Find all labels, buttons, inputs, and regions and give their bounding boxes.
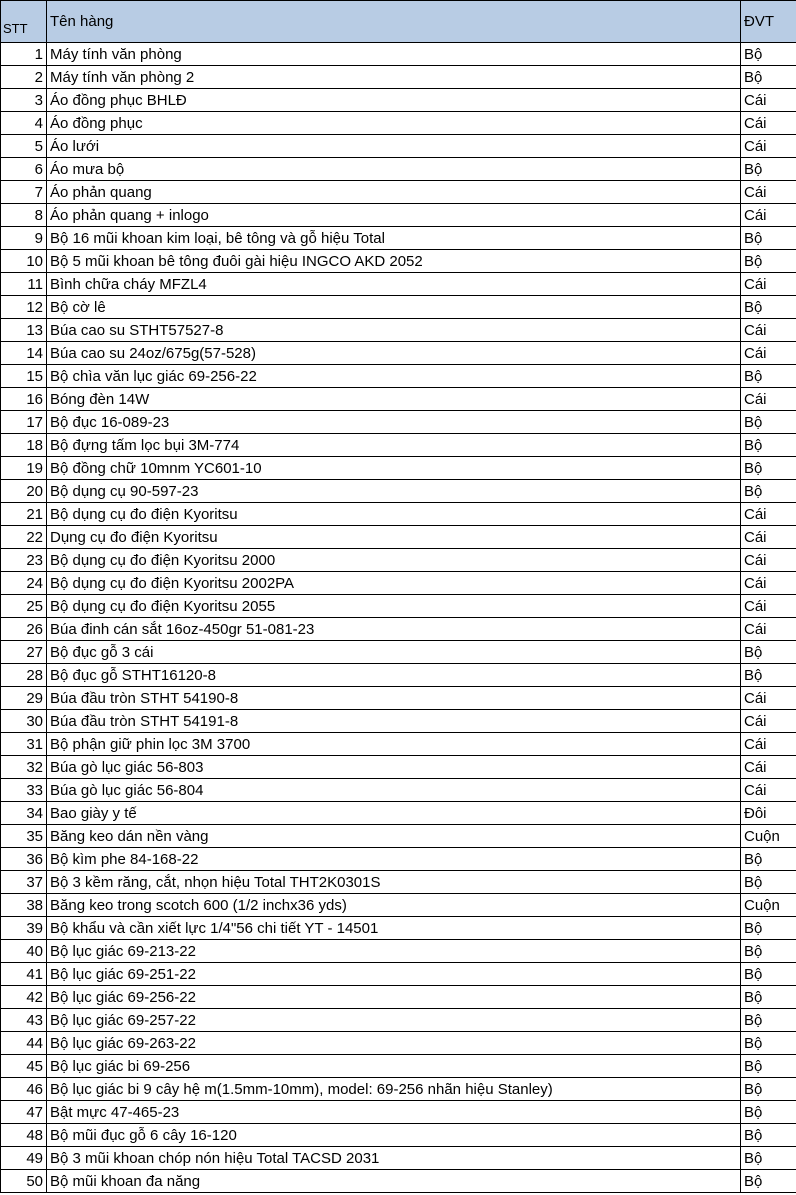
row-stt: 14: [1, 342, 47, 365]
table-row: [1, 595, 796, 618]
row-name: Búa gò lục giác 56-804: [47, 779, 741, 802]
row-stt: 40: [1, 940, 47, 963]
row-name: Bộ 3 mũi khoan chóp nón hiệu Total TACSD 2031: [47, 1147, 741, 1170]
table-row: [1, 1170, 796, 1193]
table-row: [1, 1078, 796, 1101]
row-unit: Cái: [741, 342, 796, 365]
row-name: Bộ phận giữ phin lọc 3M 3700: [47, 733, 741, 756]
row-name: Bộ lục giác 69-251-22: [47, 963, 741, 986]
row-name: Bóng đèn 14W: [47, 388, 741, 411]
row-name: Băng keo dán nền vàng: [47, 825, 741, 848]
table-row: [1, 204, 796, 227]
table-row: [1, 227, 796, 250]
row-name: Bộ đồng chữ 10mnm YC601-10: [47, 457, 741, 480]
row-unit: Bộ: [741, 365, 796, 388]
row-name: Bộ kìm phe 84-168-22: [47, 848, 741, 871]
row-stt: 39: [1, 917, 47, 940]
row-stt: 34: [1, 802, 47, 825]
row-name: Áo phản quang: [47, 181, 741, 204]
table-row: [1, 273, 796, 296]
row-stt: 31: [1, 733, 47, 756]
table-row: [1, 1124, 796, 1147]
row-unit: Cái: [741, 273, 796, 296]
row-name: Bộ chìa văn lục giác 69-256-22: [47, 365, 741, 388]
row-name: Bộ lục giác bi 69-256: [47, 1055, 741, 1078]
row-unit: Cái: [741, 319, 796, 342]
row-stt: 18: [1, 434, 47, 457]
row-stt: 32: [1, 756, 47, 779]
row-unit: Cái: [741, 618, 796, 641]
table-row: [1, 687, 796, 710]
table-row: [1, 342, 796, 365]
table-row: [1, 112, 796, 135]
row-unit: Cái: [741, 135, 796, 158]
row-unit: Cái: [741, 687, 796, 710]
row-name: Búa cao su 24oz/675g(57-528): [47, 342, 741, 365]
table-row: [1, 457, 796, 480]
table-row: [1, 618, 796, 641]
row-stt: 27: [1, 641, 47, 664]
row-unit: Cái: [741, 733, 796, 756]
row-unit: Bộ: [741, 986, 796, 1009]
table-row: [1, 480, 796, 503]
row-stt: 48: [1, 1124, 47, 1147]
row-unit: Bộ: [741, 848, 796, 871]
row-name: Bộ 5 mũi khoan bê tông đuôi gài hiệu INGCO AKD 2052: [47, 250, 741, 273]
row-unit: Cái: [741, 503, 796, 526]
table-row: [1, 250, 796, 273]
table-body: [1, 43, 796, 1193]
row-name: Bộ lục giác 69-256-22: [47, 986, 741, 1009]
table-row: [1, 641, 796, 664]
row-unit: Bộ: [741, 43, 796, 66]
table-row: [1, 434, 796, 457]
row-unit: Bộ: [741, 411, 796, 434]
row-name: Bộ dụng cụ đo điện Kyoritsu 2000: [47, 549, 741, 572]
table-row: [1, 365, 796, 388]
row-name: Băng keo trong scotch 600 (1/2 inchx36 yds): [47, 894, 741, 917]
table-row: [1, 963, 796, 986]
row-unit: Cái: [741, 204, 796, 227]
row-stt: 6: [1, 158, 47, 181]
row-stt: 5: [1, 135, 47, 158]
row-stt: 20: [1, 480, 47, 503]
row-unit: Bộ: [741, 1009, 796, 1032]
table-row: [1, 43, 796, 66]
table-row: [1, 733, 796, 756]
row-name: Máy tính văn phòng 2: [47, 66, 741, 89]
table-row: [1, 181, 796, 204]
row-unit: Bộ: [741, 664, 796, 687]
row-unit: Cuộn: [741, 825, 796, 848]
row-name: Áo mưa bộ: [47, 158, 741, 181]
header-row: [1, 1, 796, 43]
row-unit: Bộ: [741, 641, 796, 664]
row-unit: Cái: [741, 388, 796, 411]
row-stt: 2: [1, 66, 47, 89]
row-unit: Bộ: [741, 871, 796, 894]
row-stt: 3: [1, 89, 47, 112]
row-name: Búa cao su STHT57527-8: [47, 319, 741, 342]
row-unit: Cái: [741, 595, 796, 618]
row-name: Búa đầu tròn STHT 54191-8: [47, 710, 741, 733]
row-unit: Bộ: [741, 1032, 796, 1055]
row-stt: 28: [1, 664, 47, 687]
table-row: [1, 1009, 796, 1032]
row-unit: Cái: [741, 89, 796, 112]
row-name: Bộ khẩu và cần xiết lực 1/4"56 chi tiết YT - 14501: [47, 917, 741, 940]
row-name: Bật mực 47-465-23: [47, 1101, 741, 1124]
table-row: [1, 986, 796, 1009]
row-unit: Cái: [741, 526, 796, 549]
row-name: Bộ đục gỗ 3 cái: [47, 641, 741, 664]
row-name: Áo đồng phục BHLĐ: [47, 89, 741, 112]
row-stt: 24: [1, 572, 47, 595]
row-stt: 23: [1, 549, 47, 572]
row-unit: Cái: [741, 181, 796, 204]
row-stt: 35: [1, 825, 47, 848]
row-unit: Cái: [741, 779, 796, 802]
row-name: Bộ dụng cụ đo điện Kyoritsu: [47, 503, 741, 526]
row-name: Dụng cụ đo điện Kyoritsu: [47, 526, 741, 549]
table-row: [1, 135, 796, 158]
row-name: Bộ mũi đục gỗ 6 cây 16-120: [47, 1124, 741, 1147]
row-name: Bộ dụng cụ đo điện Kyoritsu 2002PA: [47, 572, 741, 595]
row-stt: 17: [1, 411, 47, 434]
row-stt: 46: [1, 1078, 47, 1101]
table-row: [1, 503, 796, 526]
row-name: Bộ lục giác 69-263-22: [47, 1032, 741, 1055]
row-stt: 11: [1, 273, 47, 296]
row-unit: Bộ: [741, 940, 796, 963]
row-unit: Bộ: [741, 1078, 796, 1101]
row-unit: Bộ: [741, 66, 796, 89]
row-name: Áo đồng phục: [47, 112, 741, 135]
table-row: [1, 411, 796, 434]
row-name: Bộ mũi khoan đa năng: [47, 1170, 741, 1193]
row-name: Bộ đựng tấm lọc bụi 3M-774: [47, 434, 741, 457]
row-name: Bộ cờ lê: [47, 296, 741, 319]
row-name: Bộ đục gỗ STHT16120-8: [47, 664, 741, 687]
table-row: [1, 549, 796, 572]
row-name: Bộ 16 mũi khoan kim loại, bê tông và gỗ hiệu Total: [47, 227, 741, 250]
table-row: [1, 319, 796, 342]
row-unit: Bộ: [741, 457, 796, 480]
row-name: Búa đinh cán sắt 16oz-450gr 51-081-23: [47, 618, 741, 641]
table-row: [1, 572, 796, 595]
row-name: Bộ dụng cụ 90-597-23: [47, 480, 741, 503]
header-unit: ĐVT: [741, 1, 796, 43]
table-row: [1, 802, 796, 825]
row-stt: 7: [1, 181, 47, 204]
row-unit: Bộ: [741, 1147, 796, 1170]
row-name: Bộ đục 16-089-23: [47, 411, 741, 434]
row-stt: 42: [1, 986, 47, 1009]
row-unit: Bộ: [741, 296, 796, 319]
row-stt: 4: [1, 112, 47, 135]
table-row: [1, 158, 796, 181]
row-name: Búa đầu tròn STHT 54190-8: [47, 687, 741, 710]
row-stt: 30: [1, 710, 47, 733]
row-unit: Bộ: [741, 1170, 796, 1193]
row-name: Áo phản quang + inlogo: [47, 204, 741, 227]
row-unit: Bộ: [741, 158, 796, 181]
row-name: Bao giày y tế: [47, 802, 741, 825]
row-unit: Bộ: [741, 1055, 796, 1078]
row-unit: Bộ: [741, 227, 796, 250]
table-row: [1, 848, 796, 871]
row-stt: 15: [1, 365, 47, 388]
table-row: [1, 1147, 796, 1170]
row-name: Bộ lục giác 69-257-22: [47, 1009, 741, 1032]
row-stt: 22: [1, 526, 47, 549]
row-stt: 49: [1, 1147, 47, 1170]
row-stt: 37: [1, 871, 47, 894]
row-name: Bình chữa cháy MFZL4: [47, 273, 741, 296]
row-stt: 16: [1, 388, 47, 411]
table-row: [1, 894, 796, 917]
row-stt: 25: [1, 595, 47, 618]
row-name: Bộ lục giác 69-213-22: [47, 940, 741, 963]
row-unit: Bộ: [741, 480, 796, 503]
row-stt: 50: [1, 1170, 47, 1193]
row-stt: 33: [1, 779, 47, 802]
table-row: [1, 89, 796, 112]
row-stt: 38: [1, 894, 47, 917]
row-stt: 47: [1, 1101, 47, 1124]
row-unit: Cái: [741, 549, 796, 572]
row-stt: 21: [1, 503, 47, 526]
row-unit: Cái: [741, 756, 796, 779]
row-stt: 44: [1, 1032, 47, 1055]
row-unit: Cái: [741, 710, 796, 733]
table-row: [1, 388, 796, 411]
row-stt: 36: [1, 848, 47, 871]
table-row: [1, 1032, 796, 1055]
row-name: Búa gò lục giác 56-803: [47, 756, 741, 779]
header-name: Tên hàng: [47, 1, 741, 43]
row-unit: Cái: [741, 572, 796, 595]
row-unit: Bộ: [741, 250, 796, 273]
table-row: [1, 940, 796, 963]
table-row: [1, 1055, 796, 1078]
table-row: [1, 871, 796, 894]
table-row: [1, 779, 796, 802]
row-unit: Cuộn: [741, 894, 796, 917]
row-stt: 43: [1, 1009, 47, 1032]
row-stt: 10: [1, 250, 47, 273]
row-name: Áo lưới: [47, 135, 741, 158]
row-stt: 45: [1, 1055, 47, 1078]
row-stt: 1: [1, 43, 47, 66]
row-stt: 26: [1, 618, 47, 641]
row-name: Máy tính văn phòng: [47, 43, 741, 66]
table-row: [1, 710, 796, 733]
row-unit: Đôi: [741, 802, 796, 825]
table-row: [1, 1101, 796, 1124]
row-stt: 41: [1, 963, 47, 986]
header-stt: STT: [1, 1, 47, 43]
row-unit: Bộ: [741, 434, 796, 457]
table-row: [1, 664, 796, 687]
row-stt: 29: [1, 687, 47, 710]
row-stt: 13: [1, 319, 47, 342]
row-name: Bộ lục giác bi 9 cây hệ m(1.5mm-10mm), model: 69-256 nhãn hiệu Stanley): [47, 1078, 741, 1101]
table-row: [1, 526, 796, 549]
row-stt: 9: [1, 227, 47, 250]
row-unit: Bộ: [741, 1101, 796, 1124]
row-unit: Bộ: [741, 917, 796, 940]
row-stt: 19: [1, 457, 47, 480]
table-row: [1, 825, 796, 848]
row-stt: 12: [1, 296, 47, 319]
row-stt: 8: [1, 204, 47, 227]
row-unit: Bộ: [741, 1124, 796, 1147]
row-unit: Bộ: [741, 963, 796, 986]
table-row: [1, 66, 796, 89]
table-row: [1, 296, 796, 319]
row-name: Bộ dụng cụ đo điện Kyoritsu 2055: [47, 595, 741, 618]
table-row: [1, 917, 796, 940]
row-name: Bộ 3 kềm răng, cắt, nhọn hiệu Total THT2K0301S: [47, 871, 741, 894]
row-unit: Cái: [741, 112, 796, 135]
table-row: [1, 756, 796, 779]
